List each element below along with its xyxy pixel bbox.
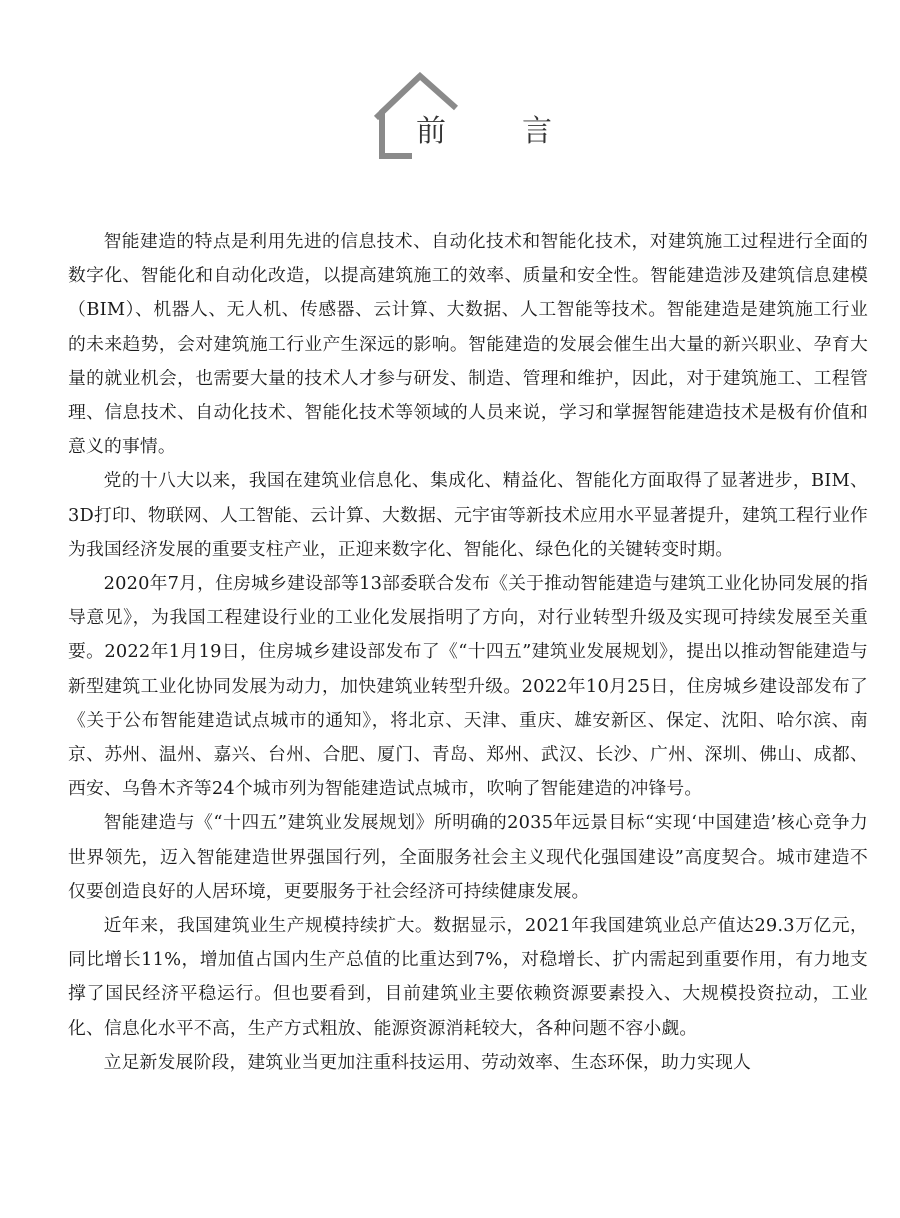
page-title-left: 前: [416, 114, 446, 149]
paragraph: 党的十八大以来，我国在建筑业信息化、集成化、精益化、智能化方面取得了显著进步，BIM、3D打印、物联网、人工智能、云计算、大数据、元宇宙等新技术应用水平显著提升，建筑工程行业作为我国经济发展的重要支柱产业，正迎来数字化、智能化、绿色化的关键转变时期。: [68, 470, 868, 560]
paragraph: 智能建造与《“十四五”建筑业发展规划》所明确的2035年远景目标“实现‘中国建造’核心竞争力世界领先，迈入智能建造世界强国行列，全面服务社会主义现代化强国建设”高度契合。城市建造不仅要创造良好的人居环境，更要服务于社会经济可持续健康发展。: [68, 812, 868, 902]
page-header: [372, 72, 572, 168]
paragraph: 立足新发展阶段，建筑业当更加注重科技运用、劳动效率、生态环保，助力实现人: [103, 1051, 751, 1073]
preface-body: [68, 225, 868, 1080]
paragraph: 近年来，我国建筑业生产规模持续扩大。数据显示，2021年我国建筑业总产值达29.3万亿元，同比增长11%，增加值占国内生产总值的比重达到7%，对稳增长、扩内需起到重要作用，有力地支撑了国民经济平稳运行。但也要看到，目前建筑业主要依赖资源要素投入、大规模投资拉动，工业化、信息化水平不高，生产方式粗放、能源资源消耗较大，各种问题不容小觑。: [68, 915, 868, 1039]
paragraph: 2020年7月，住房城乡建设部等13部委联合发布《关于推动智能建造与建筑工业化协同发展的指导意见》，为我国工程建设行业的工业化发展指明了方向，对行业转型升级及实现可持续发展至关重要。2022年1月19日，住房城乡建设部发布了《“十四五”建筑业发展规划》，提出以推动智能建造与新型建筑工业化协同发展为动力，加快建筑业转型升级。2022年10月25日，住房城乡建设部发布了《关于公布智能建造试点城市的通知》，将北京、天津、重庆、雄安新区、保定、沈阳、哈尔滨、南京、苏州、温州、嘉兴、台州、合肥、厦门、青岛、郑州、武汉、长沙、广州、深圳、佛山、成都、西安、乌鲁木齐等24个城市列为智能建造试点城市，吹响了智能建造的冲锋号。: [68, 573, 868, 800]
paragraph: 智能建造的特点是利用先进的信息技术、自动化技术和智能化技术，对建筑施工过程进行全面的数字化、智能化和自动化改造，以提高建筑施工的效率、质量和安全性。智能建造涉及建筑信息建模（BIM）、机器人、无人机、传感器、云计算、大数据、人工智能等技术。智能建造是建筑施工行业的未来趋势，会对建筑施工行业产生深远的影响。智能建造的发展会催生出大量的新兴职业、孕育大量的就业机会，也需要大量的技术人才参与研发、制造、管理和维护，因此，对于建筑施工、工程管理、信息技术、自动化技术、智能化技术等领域的人员来说，学习和掌握智能建造技术是极有价值和意义的事情。: [68, 231, 868, 458]
page-title-right: 言: [522, 114, 552, 149]
